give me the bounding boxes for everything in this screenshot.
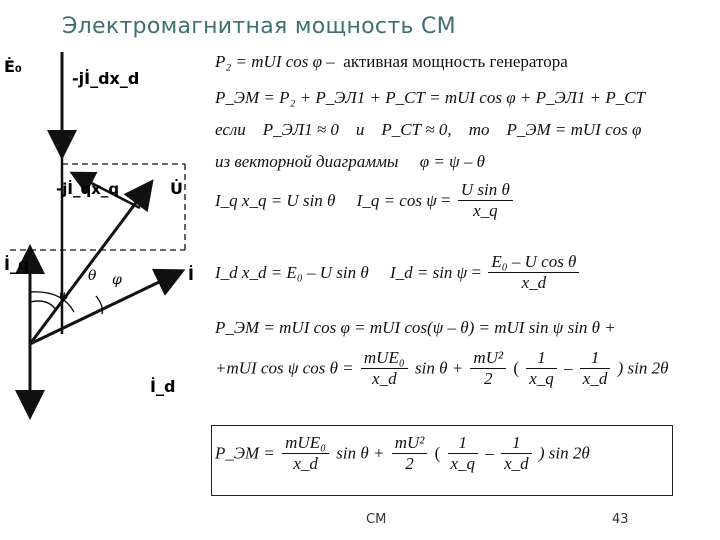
footer-label: СМ: [366, 512, 387, 527]
i-label: İ: [188, 265, 194, 284]
slide-title: Электромагнитная мощность СМ: [62, 14, 456, 39]
jidxd-label: -jİ_dx_d: [72, 69, 140, 88]
formula-if: если P_ЭЛ1 ≈ 0 и P_СТ ≈ 0, то P_ЭМ = mUI cos φ: [215, 120, 642, 139]
u-label: U̇: [170, 179, 183, 198]
jiqxq-label: -jİ_qx_q: [56, 180, 120, 198]
e0-label: Ė₀: [4, 57, 22, 76]
formula-id: I_d x_d = E₀ – U sin θ I_d = sin ψ = $\frac{\text{E₀ – U cos θ}}{x\_d}$: [215, 252, 582, 293]
phi-label: φ: [112, 272, 122, 288]
formula-phi: из векторной диаграммы φ = ψ – θ: [215, 152, 485, 171]
formula-pem-result: +mUI cos ψ cos θ = $\frac{\text{mUE₀}}{x\_d}$ sin θ + $\frac{\text{mU²}}{2}$ ( $\frac{1}{x\_q}$ – $\frac{1}{x\_d}$ ) sin 2θ: [215, 348, 669, 388]
formula-pem-sum: P_ЭМ = P₂ + P_ЭЛ1 + P_СТ = mUI cos φ + P_ЭЛ1 + P_СТ: [215, 88, 646, 107]
vector-diagram: [0, 44, 205, 424]
theta-label: θ: [88, 268, 97, 284]
i-vector: [30, 272, 180, 344]
formula-pem-expand: P_ЭМ = mUI cos φ = mUI cos(ψ – θ) = mUI sin ψ sin θ +: [215, 318, 616, 337]
iq-fraction: $\frac{\text{U sin θ}}{x\_q}$: [458, 180, 513, 221]
formula-final: P_ЭМ = $\frac{\text{mUE₀}}{x\_d}$ sin θ + $\frac{\text{mU²}}{2}$ ( $\frac{1}{x\_q}$ – $\frac{1}{x\_d}$ ) sin 2θ: [215, 433, 590, 473]
formula-iq: I_q x_q = U sin θ I_q = cos ψ = $\frac{\text{U sin θ}}{x\_q}$: [215, 180, 516, 221]
formula-p2: P₂ = mUI cos φ – активная мощность генератора: [215, 52, 568, 71]
psi-label: ψ: [58, 288, 69, 304]
iq-label: İ_q: [4, 255, 30, 274]
id-label: İ_d: [150, 377, 176, 396]
u-vector: [30, 184, 150, 344]
id-fraction: $\frac{\text{E₀ – U cos θ}}{x\_d}$: [488, 252, 579, 293]
page-number: 43: [612, 512, 629, 527]
